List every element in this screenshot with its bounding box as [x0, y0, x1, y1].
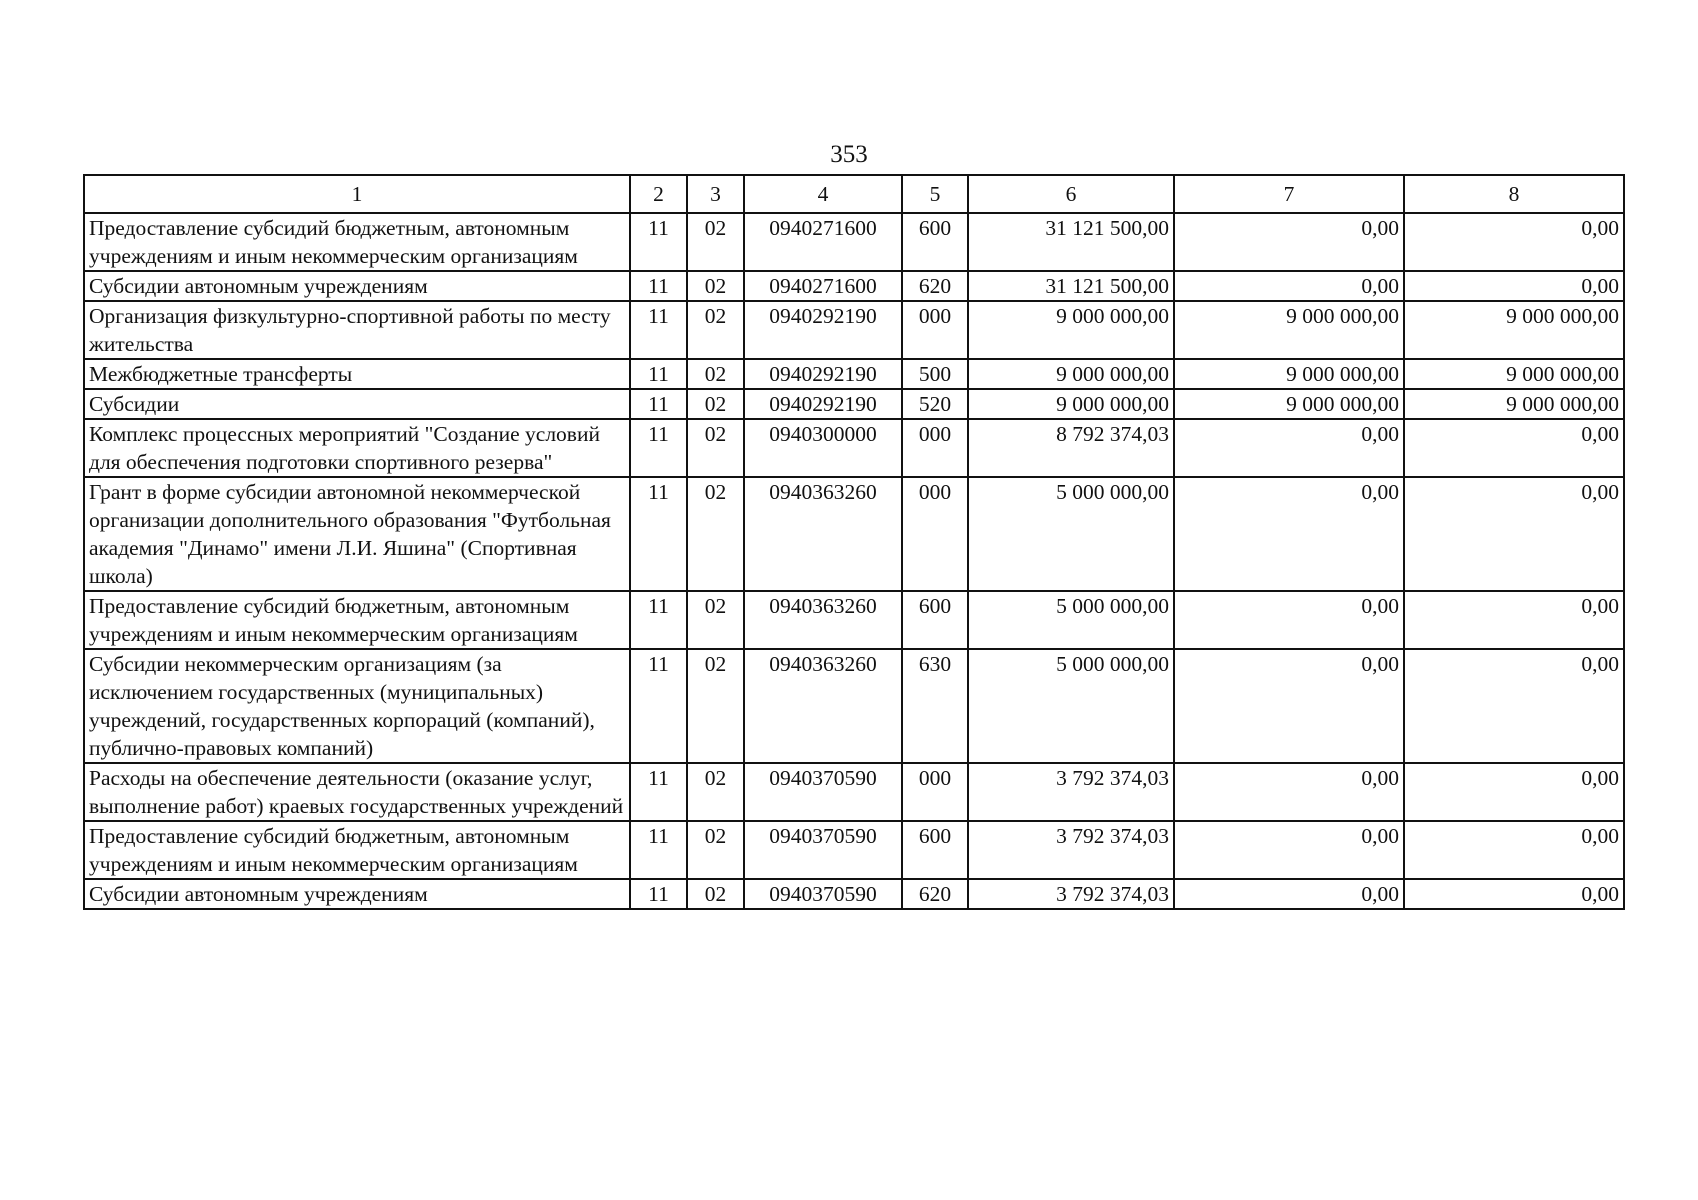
- row-amount-8: 0,00: [1404, 271, 1624, 301]
- row-expense-type: 000: [902, 419, 968, 477]
- row-expense-type: 630: [902, 649, 968, 763]
- column-header-7: 7: [1174, 175, 1404, 213]
- row-subsection: 02: [687, 879, 744, 909]
- row-amount-6: 3 792 374,03: [968, 763, 1174, 821]
- row-expense-type: 500: [902, 359, 968, 389]
- row-target-code: 0940292190: [744, 301, 902, 359]
- row-amount-6: 31 121 500,00: [968, 271, 1174, 301]
- column-header-5: 5: [902, 175, 968, 213]
- row-target-code: 0940271600: [744, 271, 902, 301]
- row-amount-6: 31 121 500,00: [968, 213, 1174, 271]
- column-header-1: 1: [84, 175, 630, 213]
- row-name: Субсидии автономным учреждениям: [84, 879, 630, 909]
- row-subsection: 02: [687, 271, 744, 301]
- row-target-code: 0940363260: [744, 477, 902, 591]
- table-row: [84, 301, 1624, 359]
- column-header-8: 8: [1404, 175, 1624, 213]
- row-expense-type: 000: [902, 301, 968, 359]
- row-name: Субсидии: [84, 389, 630, 419]
- row-amount-7: 9 000 000,00: [1174, 301, 1404, 359]
- row-name: Предоставление субсидий бюджетным, автономным учреждениям и иным некоммерческим организациям: [84, 821, 630, 879]
- row-subsection: 02: [687, 591, 744, 649]
- header-row: [84, 175, 1624, 213]
- row-amount-6: 9 000 000,00: [968, 301, 1174, 359]
- row-section: 11: [630, 213, 687, 271]
- row-amount-8: 9 000 000,00: [1404, 301, 1624, 359]
- row-section: 11: [630, 879, 687, 909]
- row-section: 11: [630, 477, 687, 591]
- row-target-code: 0940292190: [744, 389, 902, 419]
- row-amount-6: 5 000 000,00: [968, 649, 1174, 763]
- row-amount-6: 8 792 374,03: [968, 419, 1174, 477]
- row-name: Предоставление субсидий бюджетным, автономным учреждениям и иным некоммерческим организациям: [84, 591, 630, 649]
- row-amount-8: 0,00: [1404, 477, 1624, 591]
- row-expense-type: 600: [902, 591, 968, 649]
- page-number: 353: [830, 141, 868, 168]
- column-header-3: 3: [687, 175, 744, 213]
- row-amount-8: 0,00: [1404, 591, 1624, 649]
- row-section: 11: [630, 271, 687, 301]
- row-target-code: 0940370590: [744, 879, 902, 909]
- row-section: 11: [630, 591, 687, 649]
- row-amount-8: 0,00: [1404, 213, 1624, 271]
- row-amount-6: 5 000 000,00: [968, 477, 1174, 591]
- row-subsection: 02: [687, 763, 744, 821]
- row-subsection: 02: [687, 419, 744, 477]
- table-row: [84, 389, 1624, 419]
- row-amount-6: 9 000 000,00: [968, 359, 1174, 389]
- column-header-6: 6: [968, 175, 1174, 213]
- row-section: 11: [630, 389, 687, 419]
- column-header-4: 4: [744, 175, 902, 213]
- table-row: [84, 477, 1624, 591]
- row-target-code: 0940363260: [744, 591, 902, 649]
- row-name: Субсидии автономным учреждениям: [84, 271, 630, 301]
- table-row: [84, 879, 1624, 909]
- row-subsection: 02: [687, 477, 744, 591]
- table-row: [84, 359, 1624, 389]
- column-header-2: 2: [630, 175, 687, 213]
- row-amount-8: 0,00: [1404, 821, 1624, 879]
- table-row: [84, 213, 1624, 271]
- row-subsection: 02: [687, 359, 744, 389]
- row-expense-type: 000: [902, 477, 968, 591]
- row-target-code: 0940363260: [744, 649, 902, 763]
- row-amount-8: 0,00: [1404, 419, 1624, 477]
- row-amount-7: 0,00: [1174, 419, 1404, 477]
- row-target-code: 0940292190: [744, 359, 902, 389]
- row-amount-7: 0,00: [1174, 477, 1404, 591]
- table-row: [84, 763, 1624, 821]
- row-amount-6: 3 792 374,03: [968, 879, 1174, 909]
- row-name: Предоставление субсидий бюджетным, автономным учреждениям и иным некоммерческим организациям: [84, 213, 630, 271]
- row-section: 11: [630, 763, 687, 821]
- table-row: [84, 821, 1624, 879]
- row-name: Расходы на обеспечение деятельности (оказание услуг, выполнение работ) краевых государственных учреждений: [84, 763, 630, 821]
- row-amount-7: 0,00: [1174, 763, 1404, 821]
- row-subsection: 02: [687, 821, 744, 879]
- row-subsection: 02: [687, 389, 744, 419]
- row-section: 11: [630, 821, 687, 879]
- row-subsection: 02: [687, 649, 744, 763]
- row-amount-7: 9 000 000,00: [1174, 389, 1404, 419]
- row-expense-type: 520: [902, 389, 968, 419]
- row-name: Грант в форме субсидии автономной некоммерческой организации дополнительного образования "Футбольная академия "Динамо" имени Л.И. Яшина" (Спортивная школа): [84, 477, 630, 591]
- row-amount-7: 0,00: [1174, 821, 1404, 879]
- row-amount-7: 0,00: [1174, 649, 1404, 763]
- row-amount-6: 9 000 000,00: [968, 389, 1174, 419]
- row-target-code: 0940370590: [744, 821, 902, 879]
- row-expense-type: 600: [902, 821, 968, 879]
- row-subsection: 02: [687, 213, 744, 271]
- row-expense-type: 620: [902, 271, 968, 301]
- row-amount-7: 9 000 000,00: [1174, 359, 1404, 389]
- row-amount-8: 9 000 000,00: [1404, 359, 1624, 389]
- row-amount-8: 0,00: [1404, 649, 1624, 763]
- row-amount-8: 0,00: [1404, 763, 1624, 821]
- row-amount-6: 5 000 000,00: [968, 591, 1174, 649]
- row-expense-type: 000: [902, 763, 968, 821]
- row-section: 11: [630, 419, 687, 477]
- row-section: 11: [630, 359, 687, 389]
- table-row: [84, 271, 1624, 301]
- row-amount-7: 0,00: [1174, 271, 1404, 301]
- row-target-code: 0940300000: [744, 419, 902, 477]
- row-name: Субсидии некоммерческим организациям (за исключением государственных (муниципальных) учреждений, государственных корпораций (компаний), публично-правовых компаний): [84, 649, 630, 763]
- row-amount-7: 0,00: [1174, 213, 1404, 271]
- table-row: [84, 649, 1624, 763]
- row-expense-type: 600: [902, 213, 968, 271]
- row-expense-type: 620: [902, 879, 968, 909]
- row-amount-8: 9 000 000,00: [1404, 389, 1624, 419]
- row-section: 11: [630, 649, 687, 763]
- row-amount-6: 3 792 374,03: [968, 821, 1174, 879]
- row-target-code: 0940370590: [744, 763, 902, 821]
- budget-table: [83, 174, 1625, 910]
- row-amount-7: 0,00: [1174, 879, 1404, 909]
- row-section: 11: [630, 301, 687, 359]
- row-name: Комплекс процессных мероприятий "Создание условий для обеспечения подготовки спортивного резерва": [84, 419, 630, 477]
- row-subsection: 02: [687, 301, 744, 359]
- row-amount-8: 0,00: [1404, 879, 1624, 909]
- row-name: Организация физкультурно-спортивной работы по месту жительства: [84, 301, 630, 359]
- table-row: [84, 591, 1624, 649]
- row-amount-7: 0,00: [1174, 591, 1404, 649]
- row-name: Межбюджетные трансферты: [84, 359, 630, 389]
- table-row: [84, 419, 1624, 477]
- row-target-code: 0940271600: [744, 213, 902, 271]
